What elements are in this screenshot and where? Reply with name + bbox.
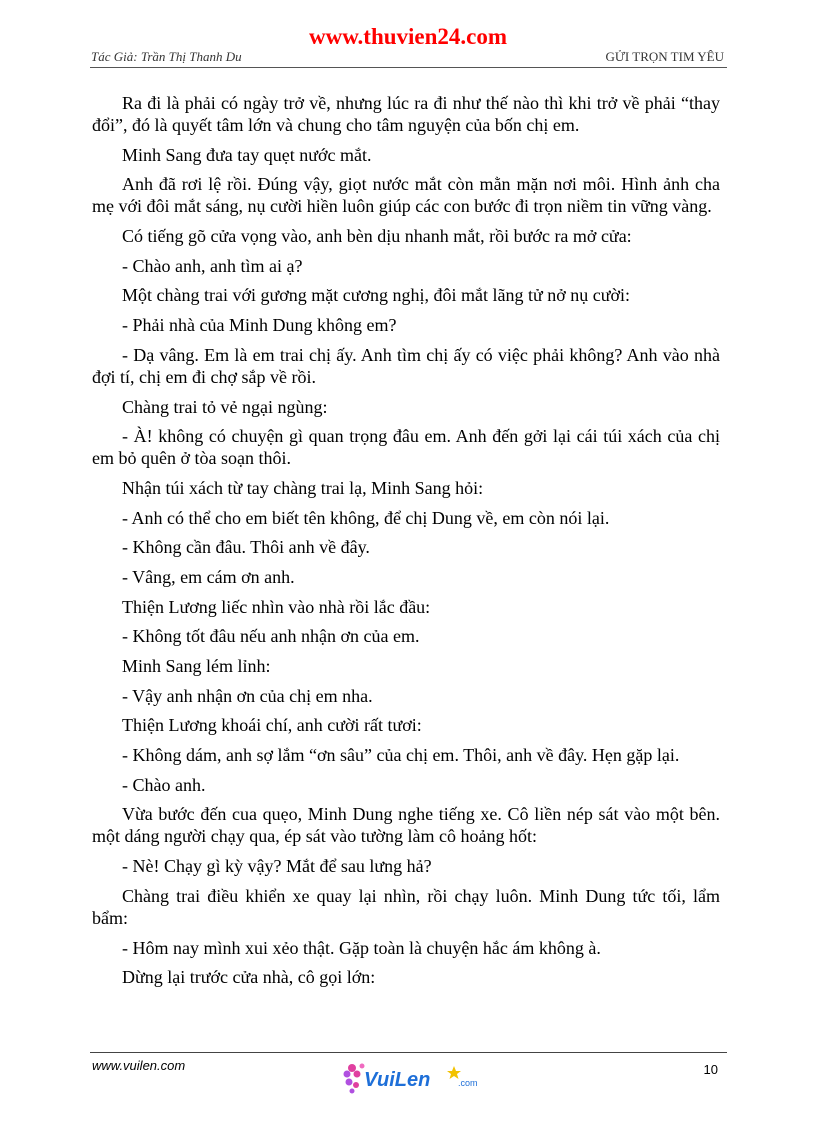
paragraph: - Chào anh, anh tìm ai ạ?	[122, 255, 303, 276]
footer-site-link[interactable]: www.vuilen.com	[92, 1058, 186, 1073]
paragraph: Ra đi là phải có ngày trở về, nhưng lúc ra đi như thế nào thì khi trở về phải “thay đổi”, đó là quyết tâm lớn và chung cho tâm nguyện của bốn chị em.	[92, 93, 720, 135]
paragraph: - Anh có thể cho em biết tên không, để chị Dung về, em còn nói lại.	[122, 507, 610, 528]
author-label: Tác Giả: Trần Thị Thanh Du	[91, 49, 242, 64]
paragraph: - Không dám, anh sợ lắm “ơn sâu” của chị em. Thôi, anh về đây. Hẹn gặp lại.	[122, 745, 680, 766]
paragraph: Có tiếng gõ cửa vọng vào, anh bèn dịu nhanh mắt, rồi bước ra mở cửa:	[122, 226, 632, 247]
header-divider	[90, 67, 727, 68]
paragraph: - Không tốt đâu nếu anh nhận ơn của em.	[122, 626, 420, 647]
flower-icon	[344, 1064, 365, 1094]
book-title: GỬI TRỌN TIM YÊU	[605, 49, 724, 64]
paragraph: Chàng trai tỏ vẻ ngại ngùng:	[122, 396, 328, 417]
paragraph: - Chào anh.	[122, 774, 206, 795]
paragraph: - Nè! Chạy gì kỳ vậy? Mắt để sau lưng hả?	[122, 856, 432, 877]
paragraph: - Vâng, em cám ơn anh.	[122, 566, 295, 587]
paragraph: - À! không có chuyện gì quan trọng đâu em. Anh đến gởi lại cái túi xách của chị em bỏ quên ở tòa soạn thôi.	[92, 426, 720, 469]
site-url-header[interactable]: www.thuvien24.com	[308, 24, 508, 49]
paragraph: - Hôm nay mình xui xẻo thật. Gặp toàn là chuyện hắc ám không à.	[122, 937, 601, 958]
footer-divider	[90, 1052, 727, 1053]
paragraph: Thiện Lương khoái chí, anh cười rất tươi:	[122, 715, 422, 736]
paragraph: Minh Sang lém lỉnh:	[122, 656, 271, 676]
story-text	[92, 92, 720, 996]
paragraph: Nhận túi xách từ tay chàng trai lạ, Minh Sang hỏi:	[122, 477, 484, 498]
paragraph: Chàng trai điều khiển xe quay lại nhìn, rồi chạy luôn. Minh Dung tức tối, lẩm bẩm:	[92, 885, 720, 928]
paragraph: Dừng lại trước cửa nhà, cô gọi lớn:	[122, 967, 376, 988]
logo-wordmark: VuiLen	[364, 1069, 431, 1091]
paragraph: - Dạ vâng. Em là em trai chị ấy. Anh tìm chị ấy có việc phải không? Anh vào nhà đợi tí, chị em đi chợ sắp về rồi.	[92, 344, 720, 387]
page-number: 10	[703, 1062, 718, 1077]
vuilen-logo	[340, 1058, 500, 1096]
logo-suffix: .com	[458, 1078, 478, 1088]
paragraph: Thiện Lương liếc nhìn vào nhà rồi lắc đầu:	[122, 596, 431, 617]
paragraph: Anh đã rơi lệ rồi. Đúng vậy, giọt nước mắt còn mằn mặn nơi môi. Hình ảnh cha mẹ với đôi mắt sáng, nụ cười hiền luôn giúp các con bước đi trọn niềm tin vững vàng.	[92, 174, 720, 217]
paragraph: Một chàng trai với gương mặt cương nghị, đôi mắt lãng tử nở nụ cười:	[122, 285, 631, 306]
paragraph: - Không cần đâu. Thôi anh về đây.	[122, 537, 370, 558]
paragraph: - Phải nhà của Minh Dung không em?	[122, 315, 397, 336]
paragraph: Minh Sang đưa tay quẹt nước mắt.	[122, 144, 372, 165]
paragraph: - Vậy anh nhận ơn của chị em nha.	[122, 685, 373, 706]
paragraph: Vừa bước đến cua quẹo, Minh Dung nghe tiếng xe. Cô liền nép sát vào một bên. một dáng người chạy qua, ép sát vào tường làm cô hoảng hốt:	[92, 804, 720, 847]
